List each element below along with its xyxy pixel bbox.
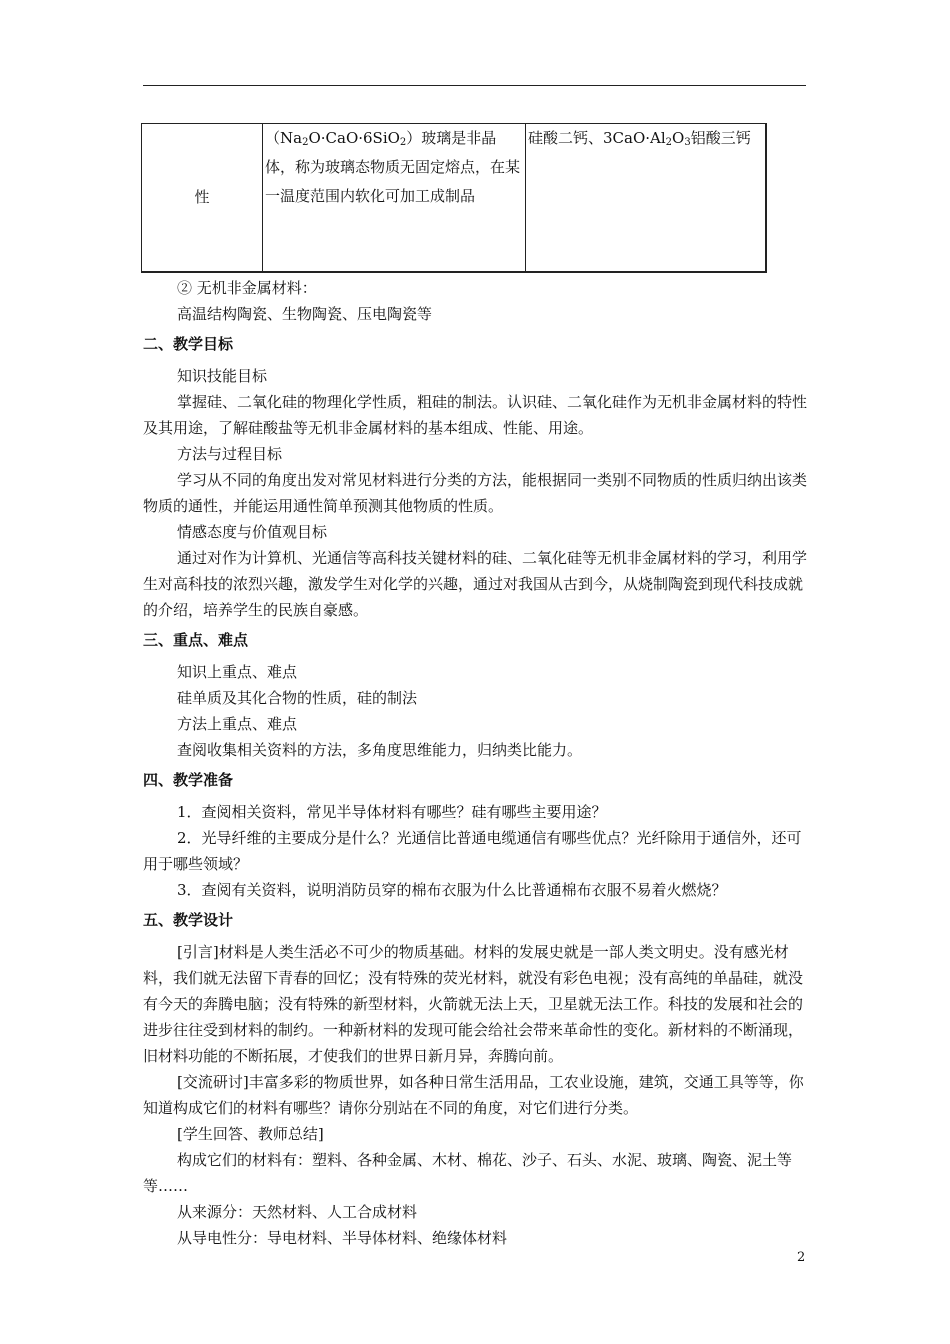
section-title-preparation: 四、教学准备 (143, 771, 234, 789)
cell-text: ）玻璃是非晶体，称为玻璃态物质无固定熔点，在某一温度范围内软化可加工成制品 (265, 129, 521, 205)
table-cell-glass (263, 124, 526, 272)
paragraph-discussion: [交流研讨]丰富多彩的物质世界，如各种日常生活用品，工农业设施，建筑，交通工具等等，你知道构成它们的材料有哪些？请你分别站在不同的角度，对它们进行分类。 (143, 1073, 804, 1117)
prep-question-2: 2．光导纤维的主要成分是什么？光通信比普通电缆通信有哪些优点？光纤除用于通信外，还可用于哪些领域？ (143, 829, 802, 873)
section-title-design: 五、教学设计 (143, 911, 234, 929)
subheading-knowledge: 知识技能目标 (177, 367, 268, 385)
paragraph-method: 学习从不同的角度出发对常见材料进行分类的方法，能根据同一类别不同物质的性质归纳出该类物质的通性，并能运用通性简单预测其他物质的性质。 (143, 471, 808, 515)
paragraph-key-knowledge: 硅单质及其化合物的性质，硅的制法 (177, 689, 418, 707)
section-title-objectives: 二、教学目标 (143, 335, 234, 353)
paragraph-knowledge: 掌握硅、二氧化硅的物理化学性质，粗硅的制法。认识硅、二氧化硅作为无机非金属材料的特性及其用途，了解硅酸盐等无机非金属材料的基本组成、性能、用途。 (143, 393, 808, 437)
table-row (142, 124, 767, 272)
subheading-emotion: 情感态度与价值观目标 (177, 523, 328, 541)
answer-tag: [学生回答、教师总结] (177, 1125, 324, 1143)
classification-by-conductivity: 从导电性分：导电材料、半导体材料、绝缘体材料 (177, 1229, 508, 1247)
table-cell-property-label (142, 124, 263, 272)
paragraph-materials: 构成它们的材料有：塑料、各种金属、木材、棉花、沙子、石头、水泥、玻璃、陶瓷、泥土等等…… (143, 1151, 793, 1195)
subheading-method: 方法与过程目标 (177, 445, 283, 463)
subscript: 2 (665, 137, 673, 148)
header-rule (143, 85, 806, 86)
subscript: 2 (302, 137, 309, 148)
paragraph-key-method: 查阅收集相关资料的方法，多角度思维能力，归纳类比能力。 (177, 741, 583, 759)
properties-table-fragment (141, 123, 767, 273)
paragraph-intro: [引言]材料是人类生活必不可少的物质基础。材料的发展史就是一部人类文明史。没有感光材料，我们就无法留下青春的回忆；没有特殊的荧光材料，就没有彩色电视；没有高纯的单晶硅，就没有今天的奔腾电脑；没有特殊的新型材料，火箭就无法上天，卫星就无法工作。科技的发展和社会的进步往往受到材料的制约。一种新材料的发现可能会给社会带来革命性的变化。新材料的不断涌现，旧材料功能的不断拓展，才使我们的世界日新月异，奔腾向前。 (143, 943, 804, 1065)
subscript: 3 (684, 137, 691, 148)
section-title-key-points: 三、重点、难点 (143, 631, 249, 649)
inorganic-list: 高温结构陶瓷、生物陶瓷、压电陶瓷等 (177, 305, 433, 323)
cell-text: O·CaO·6SiO (308, 129, 400, 147)
document-body (143, 275, 811, 1251)
prep-question-3: 3．查阅有关资料，说明消防员穿的棉布衣服为什么比普通棉布衣服不易着火燃烧？ (177, 881, 727, 899)
page-number: 2 (797, 1250, 806, 1265)
cell-text: 铝酸三钙 (690, 129, 751, 147)
prep-question-1: 1．查阅相关资料，常见半导体材料有哪些？硅有哪些主要用途？ (177, 803, 607, 821)
cell-text: O (672, 129, 685, 147)
paragraph-emotion: 通过对作为计算机、光通信等高科技关键材料的硅、二氧化硅等无机非金属材料的学习，利用学生对高科技的浓烈兴趣，激发学生对化学的兴趣，通过对我国从古到今，从烧制陶瓷到现代科技成就的介绍，培养学生的民族自豪感。 (143, 549, 808, 619)
cell-text: 硅酸二钙、3CaO·Al (528, 129, 666, 147)
inorganic-title: ② 无机非金属材料： (177, 279, 317, 297)
subscript: 2 (399, 137, 407, 148)
cell-text: 性 (194, 187, 210, 206)
classification-by-source: 从来源分：天然材料、人工合成材料 (177, 1203, 418, 1221)
table-cell-cement (526, 124, 767, 272)
subheading-key-method: 方法上重点、难点 (177, 715, 298, 733)
subheading-key-knowledge: 知识上重点、难点 (177, 663, 298, 681)
cell-text: （Na (265, 129, 303, 147)
